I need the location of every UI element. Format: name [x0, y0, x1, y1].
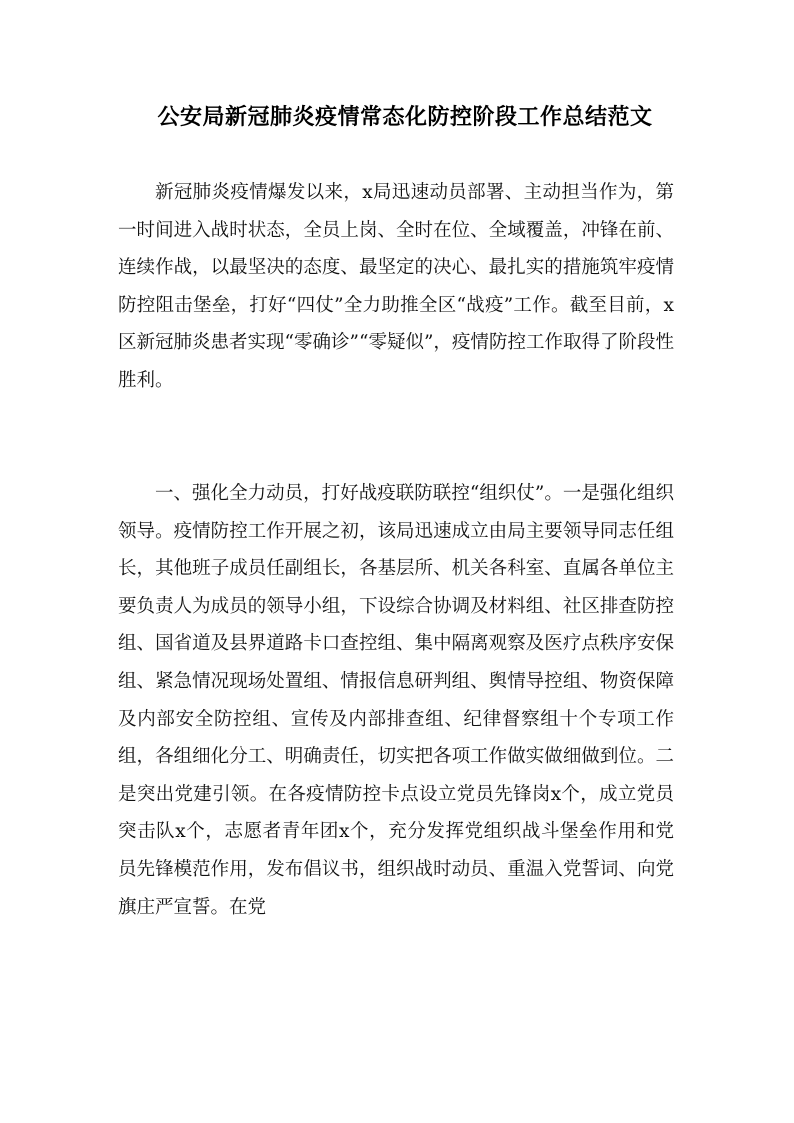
paragraph-section-one: 一、强化全力动员，打好战疫联防联控“组织仗”。一是强化组织领导。疫情防控工作开展之初，该局迅速成立由局主要领导同志任组长，其他班子成员任副组长，各基层所、机关各科室、直属各单位主要负责人为成员的领导小组，下设综合协调及材料组、社区排查防控组、国省道及县界道路卡口查控组、集中隔离观察及医疗点秩序安保组、紧急情况现场处置组、情报信息研判组、舆情导控组、物资保障及内部安全防控组、宣传及内部排查组、纪律督察组十个专项工作组，各组细化分工、明确责任，切实把各项工作做实做细做到位。二是突出党建引领。在各疫情防控卡点设立党员先锋岗x个，成立党员突击队x个，志愿者青年团x个，充分发挥党组织战斗堡垒作用和党员先锋模范作用，发布倡议书，组织战时动员、重温入党誓词、向党旗庄严宣誓。在党 — [118, 483, 674, 918]
document-title: 公安局新冠肺炎疫情常态化防控阶段工作总结范文 — [157, 105, 653, 130]
paragraph-intro: 新冠肺炎疫情爆发以来，x局迅速动员部署、主动担当作为，第一时间进入战时状态，全员上岗、全时在位、全域覆盖，冲锋在前、连续作战，以最坚决的态度、最坚定的决心、最扎实的措施筑牢疫情防控阻击堡垒，打好“四仗”全力助推全区“战疫”工作。截至目前，x区新冠肺炎患者实现“零确诊”“零疑似”，疫情防控工作取得了阶段性胜利。 — [118, 182, 674, 391]
